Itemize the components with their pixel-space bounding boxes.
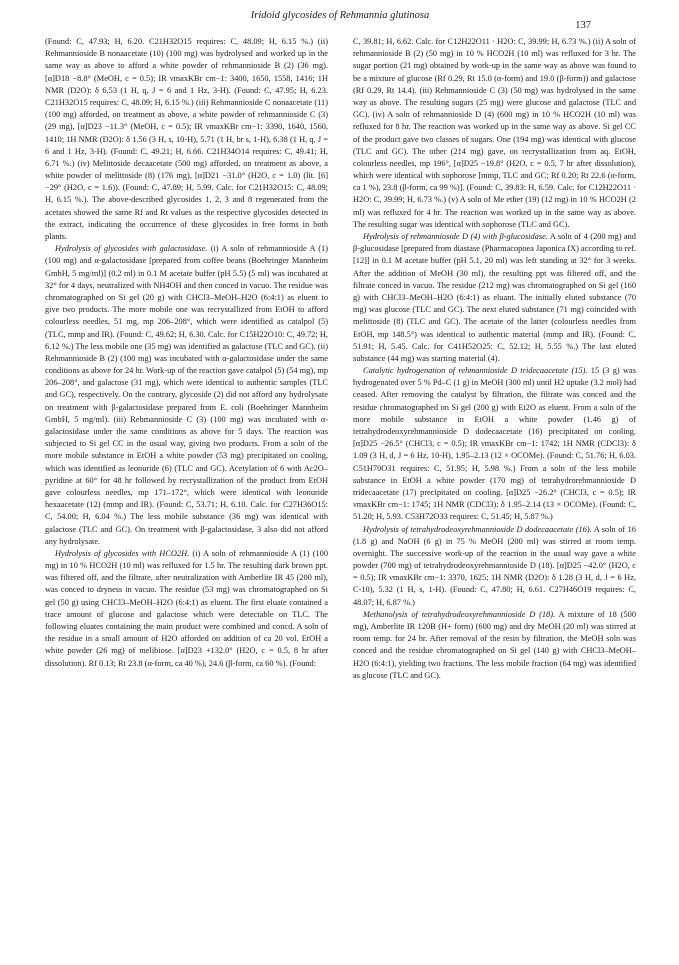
paragraph: [45, 548, 328, 670]
right-column: [353, 36, 636, 946]
running-head: [45, 10, 635, 31]
paragraph-text: (i) A soln of rehmannioside A (1) (100 mg) in 10 % HCO2H (10 ml) was refluxed for 1.5 hr. The resulting dark brown ppt. was filtered off, and the filtrate, after neutralization with Amberlite IR 45 (200 ml), was conced to dryness in vacuo. The residue (53 mg) was chromatographed on Si gel (50 g) using CHCl3–MeOH–H2O (6:4:1) as eluent. The first eluate contained a trace amount of glucose and galactose which were detectable on TLC. The following eluates containing the main product were combined and concd. A soln of the residue in a small amount of H2O afforded on addition of ca 20 vol. EtOH a white powder (26 mg) of melibiose. [α]D23 +132.0° (H2O, c = 0.5, 8 hr after dissolution). Rf 0.13; Rt 23.8 (α-form, ca 40 %), 24.6 (β-form, ca 60 %). (Found:: [45, 548, 328, 668]
paragraph-text: A soln of 4 (200 mg) and β-glucosidase [prepared from diastase (Pharmacopoea Japonica IX) according to ref. [12]] in 0.1 M acetate buffer (pH 5.1, 20 ml) was left standing at 32° for 3 weeks. After the addition of MeOH (30 ml), the resulting ppt was filtered off, and the filtrate conced in vacuo. The residue (212 mg) was chromatographed on Si gel (160 g) with CHCl3–MeOH–H2O (6:4:1) as eluant. The initially eluted substance (70 mg) was glucose (TLC and GC). The next eluted substance (71 mg) coincided with melittoside (8) (TLC and GC). The acetate of the latter (colourless needles from EtOH, mp 148.5°) was identical to authentic material (mmp and IR). (Found: C, 51.91; H, 5.45. Calc. for C41H52O25: C, 52.12; H, 5.55 %.) The last eluted substance (44 mg) was starting material (4).: [353, 232, 636, 363]
section-heading: Methanolysis of tetrahydrodeoxyrehmannioside D (18).: [363, 609, 556, 619]
paragraph-text: A soln of 16 (1.8 g) and NaOH (6 g) in 75 % MeOH (200 ml) was stirred at room temp. overnight. The successive work-up of the reaction in the usual way gave a white powder (700 mg) of tetrahydrodeoxyrehmannioside D (18). [α]D25 −42.0° (H2O, c = 0.5); IR νmaxKBr cm−1: 3370, 1625; 1H NMR (D2O): δ 1.28 (3 H, d, J = 6 Hz, C-10), 5.32 (1 H, s, 1-H). (Found: C, 47.80; H, 6.61. C27H46O19 requires: C, 48.07; H, 6.87 %.): [353, 524, 636, 607]
paragraph: [353, 36, 636, 231]
paragraph: [353, 365, 636, 523]
paragraph: [45, 243, 328, 548]
left-column: [45, 36, 328, 946]
paragraph-text: A mixture of 18 (500 mg), Amberlite IR 120B (H+ form) (600 mg) and dry MeOH (20 ml) was stirred at room temp. for 24 hr. After removal of the resin by filtration, the MeOH soln was conced and the residue chromatographed on Si gel (140 g) with CHCl3–MeOH–H2O (6:4:1), yielding two fractions. The less mobile fraction (64 mg) was identified as glucose (TLC and GC).: [353, 609, 636, 680]
page-number: 137: [575, 20, 591, 31]
section-heading: Hydrolysis of tetrahydrodeoxyrehmannioside D dodecaacetate (16).: [363, 524, 592, 534]
section-heading: Hydrolysis of glycosides with galactosidase.: [55, 244, 208, 254]
section-heading: Hydrolysis of rehmannioside D (4) with β-glucosidase.: [363, 232, 548, 241]
running-title: Iridoid glycosides of Rehmannia glutinosa: [250, 10, 430, 21]
section-heading: Hydrolysis of glycosides with HCO2H.: [55, 548, 190, 558]
paragraph: [353, 231, 636, 365]
paragraph-text: C, 39.81; H, 6.62. Calc. for C12H22O11 · H2O: C, 39.99; H, 6.73 %.) (ii) A soln of rehmannioside B (2) (50 mg) in 10 % HCO2H (10 ml) was refluxed for 3 hr. The sugar portion (21 mg) obtained by work-up in the same way as above was found to be a mixture of glucose (Rf 0.29, Rt 15.0 (α-form) and 19.0 (β-form)) and galactose (Rf 0.29, Rt 14.4). (iii) Rehmannioside C (3) (50 mg) was hydrolysed in the same way as above. The resulting sugars (25 mg) were glucose and galactose (TLC and GC). (iv) A soln of rehmannioside D (4) (600 mg) in 10 % HCO2H (10 ml) was refluxed for 8 hr. The reaction was worked up in the same way as above. Si gel CC of the product gave two classes of sugars. One (194 mg) was identical with glucose (TLC and GC). The other (214 mg) gave, on recrystallization from aq. EtOH, colourless needles, mp 196°, [α]D25 −19.8° (H2O, c = 0.5, 7 hr after dissolution), which were identical with sophorose [mmp, TLC and GC; Rf 0.20; Rt 22.6 (α-form, ca 1 %), 23.8 (β-form, ca 99 %)]. (Found: C, 39.83: H, 6.59. Calc. for C12H22O11 · H2O: C, 39.99; H, 6.73 %.) (v) A soln of Me ether (19) (12 mg) in 10 % HCO2H (2 ml) was refluxed for 4 hr. The reaction was worked up in the same way as above. The resulting sugar was identical with sophorose (TLC and GC).: [353, 37, 636, 229]
paragraph-text: (Found: C, 47.93; H, 6.20. C21H32O15 requires: C, 48.09; H, 6.15 %.) (ii) Rehmannioside B nonaacetate (10) (100 mg) was hydrolysed and worked up in the same way as above to afford a white powder of rehmannioside B (2) (36 mg). [α]D18 −8.8° (MeOH, c = 0.5); IR νmaxKBr cm−1: 3400, 1650, 1558, 1416; 1H NMR (D2O): δ 6.53 (1 H, q, J = 6 and 1 Hz, 3-H). (Found: C, 47.95; H, 6.23. C21H32O15 requires: C, 48.09; H, 6.15 %.) (iii) Rehmannioside C nonaacetate (11) (100 mg) afforded, on treatment as above, a white powder of rehmannioside C (3) (29 mg), [α]D23 −11.3° (MeOH, c = 0.5); IR νmaxKBr cm−1: 3390, 1640, 1560, 1410; 1H NMR (D2O): δ 1.56 (3 H, s, 10-H), 5.71 (1 H, br s, 1-H), 6.38 (1 H, q, J = 6 and 1 Hz, 3-H). (Found: C, 49.21; H, 6.66. C21H34O14 requires: C, 49.41; H, 6.71 %.) (iv) Melittoside decaacetate (500 mg) afforded, on treatment as above, a white powder of melittoside (8) (176 mg), [α]D21 −31.0° (H2O, c = 1.0) (lit. [6] −29° (H2O, c = 1.6)). (Found: C, 47.89; H, 5.99. Calc. for C21H32O15: C, 48.09; H, 6.15 %.). The above-described glycosides 1, 2, 3 and 8 regenerated from the acetates showed the same Rf and Rt values as the respective glycosides detected in the extract, indicating the occurrence of these glycosides in free forms in both plants.: [45, 37, 328, 241]
paragraph-text: 15 (3 g) was hydrogenated over 5 % Pd–C (1 g) in MeOH (300 ml) until H2 uptake (3.2 mol) had ceased. After removing the catalyst by filtration, the filtrate was conced and the residue chromatographed on Si gel (200 g) with Et2O as eluent. From a soln of the more mobile substance in EtOH a white powder (1.46 g) of tetrahydrodeoxyrehmannioside D dodecaacetate (16) precipitated on cooling. [α]D25 −26.5° (CHCl3, c = 0.5); IR νmaxKBr cm−1: 1742; 1H NMR (CDCl3): δ 1.09 (3 H, d, J = 6 Hz, 10-H), 1.95–2.13 (12 × OCOMe). (Found: C, 51.76; H, 6.03. C51H70O31 requires: C, 51.95; H, 5.98 %.) From a soln of the less mobile substance in EtOH a white powder (170 mg) of tetrahydrorehmannioside D tridecaacetate (17) precipitated on cooling. [α]D25 −26.2° (CHCl3, c = 0.5); IR νmaxKBr cm−1: 1745; 1H NMR (CDCl3): δ 1.95–2.14 (13 × OCOMe). (Found: C, 51.20; H, 5.93. C53H72O33 requires: C, 51.45; H, 5.87 %.): [353, 366, 636, 522]
paragraph: [45, 36, 328, 243]
paragraph: [353, 524, 636, 609]
paragraph-text: (i) A soln of rehmannioside A (1) (100 mg) and α-galactosidase [prepared from coffee beans (Boehringer Mannheim GmbH, 5 mg/ml)] (0.2 ml) in 0.1 M acetate buffer (pH 5.5) (5 ml) was incubated at 32° for 4 days, neutralized with NH4OH and then conced in vacuo. The residue was chromatographed on Si gel (20 g) with CHCl3–MeOH–H2O (6:4:1) as eluent to give two products. The more mobile one was recrystallized from EtOH to afford colourless needles, 51 mg, mp 206–208°, which were identified as catalpol (5) (TLC, mmp and IR). (Found: C, 49.62; H, 6.30. Calc. for C15H22O10: C, 49.72; H, 6.12 %.) The less mobile one (35 mg) was identified as galactose (TLC and GC). (ii) Rehmannioside B (2) (100 mg) was incubated with α-galactosidase under the same conditions as above for 24 hr. Work-up of the reaction gave catalpol (5) (54 mg), mp 206–208°, and galactose (31 mg), which were identical to authentic samples (TLC and GC), respectively. On the contrary, glycoside (2) did not afford any hydrolysate on treatment with β-galactosidase prepared from E. coli (Boehringer Mannheim GmbH, 5 mg/ml). (iii) Rehmannioside C (3) (100 mg) was incubated with α-galactosidase under the same conditions as above for 5 days. The reaction was subjected to Si gel CC in the usual way, giving two products. From a soln of the more mobile substance in EtOH a white powder (53 mg) precipitated on cooling, which was identified as leonuride (6) (TLC and GC). Acetylation of 6 with Ac2O–pyridine at 60° for 48 hr followed by recrystallization of the product from EtOH gave colourless needles, mp 171–172°, which were identical with leonuride hexaacetate (12) (mmp and IR). (Found: C, 53.71; H, 6.10. Calc. for C27H36O15: C, 54.00; H, 6.04 %.) The less mobile substance (36 mg) was identical with galactose (TLC and GC). On treatment with β-galactosidase, 3 also did not afford any hydrolysate.: [45, 244, 328, 546]
paragraph: [353, 609, 636, 682]
section-heading: Catalytic hydrogenation of rehmannioside D tridecaacetate (15).: [363, 366, 588, 376]
